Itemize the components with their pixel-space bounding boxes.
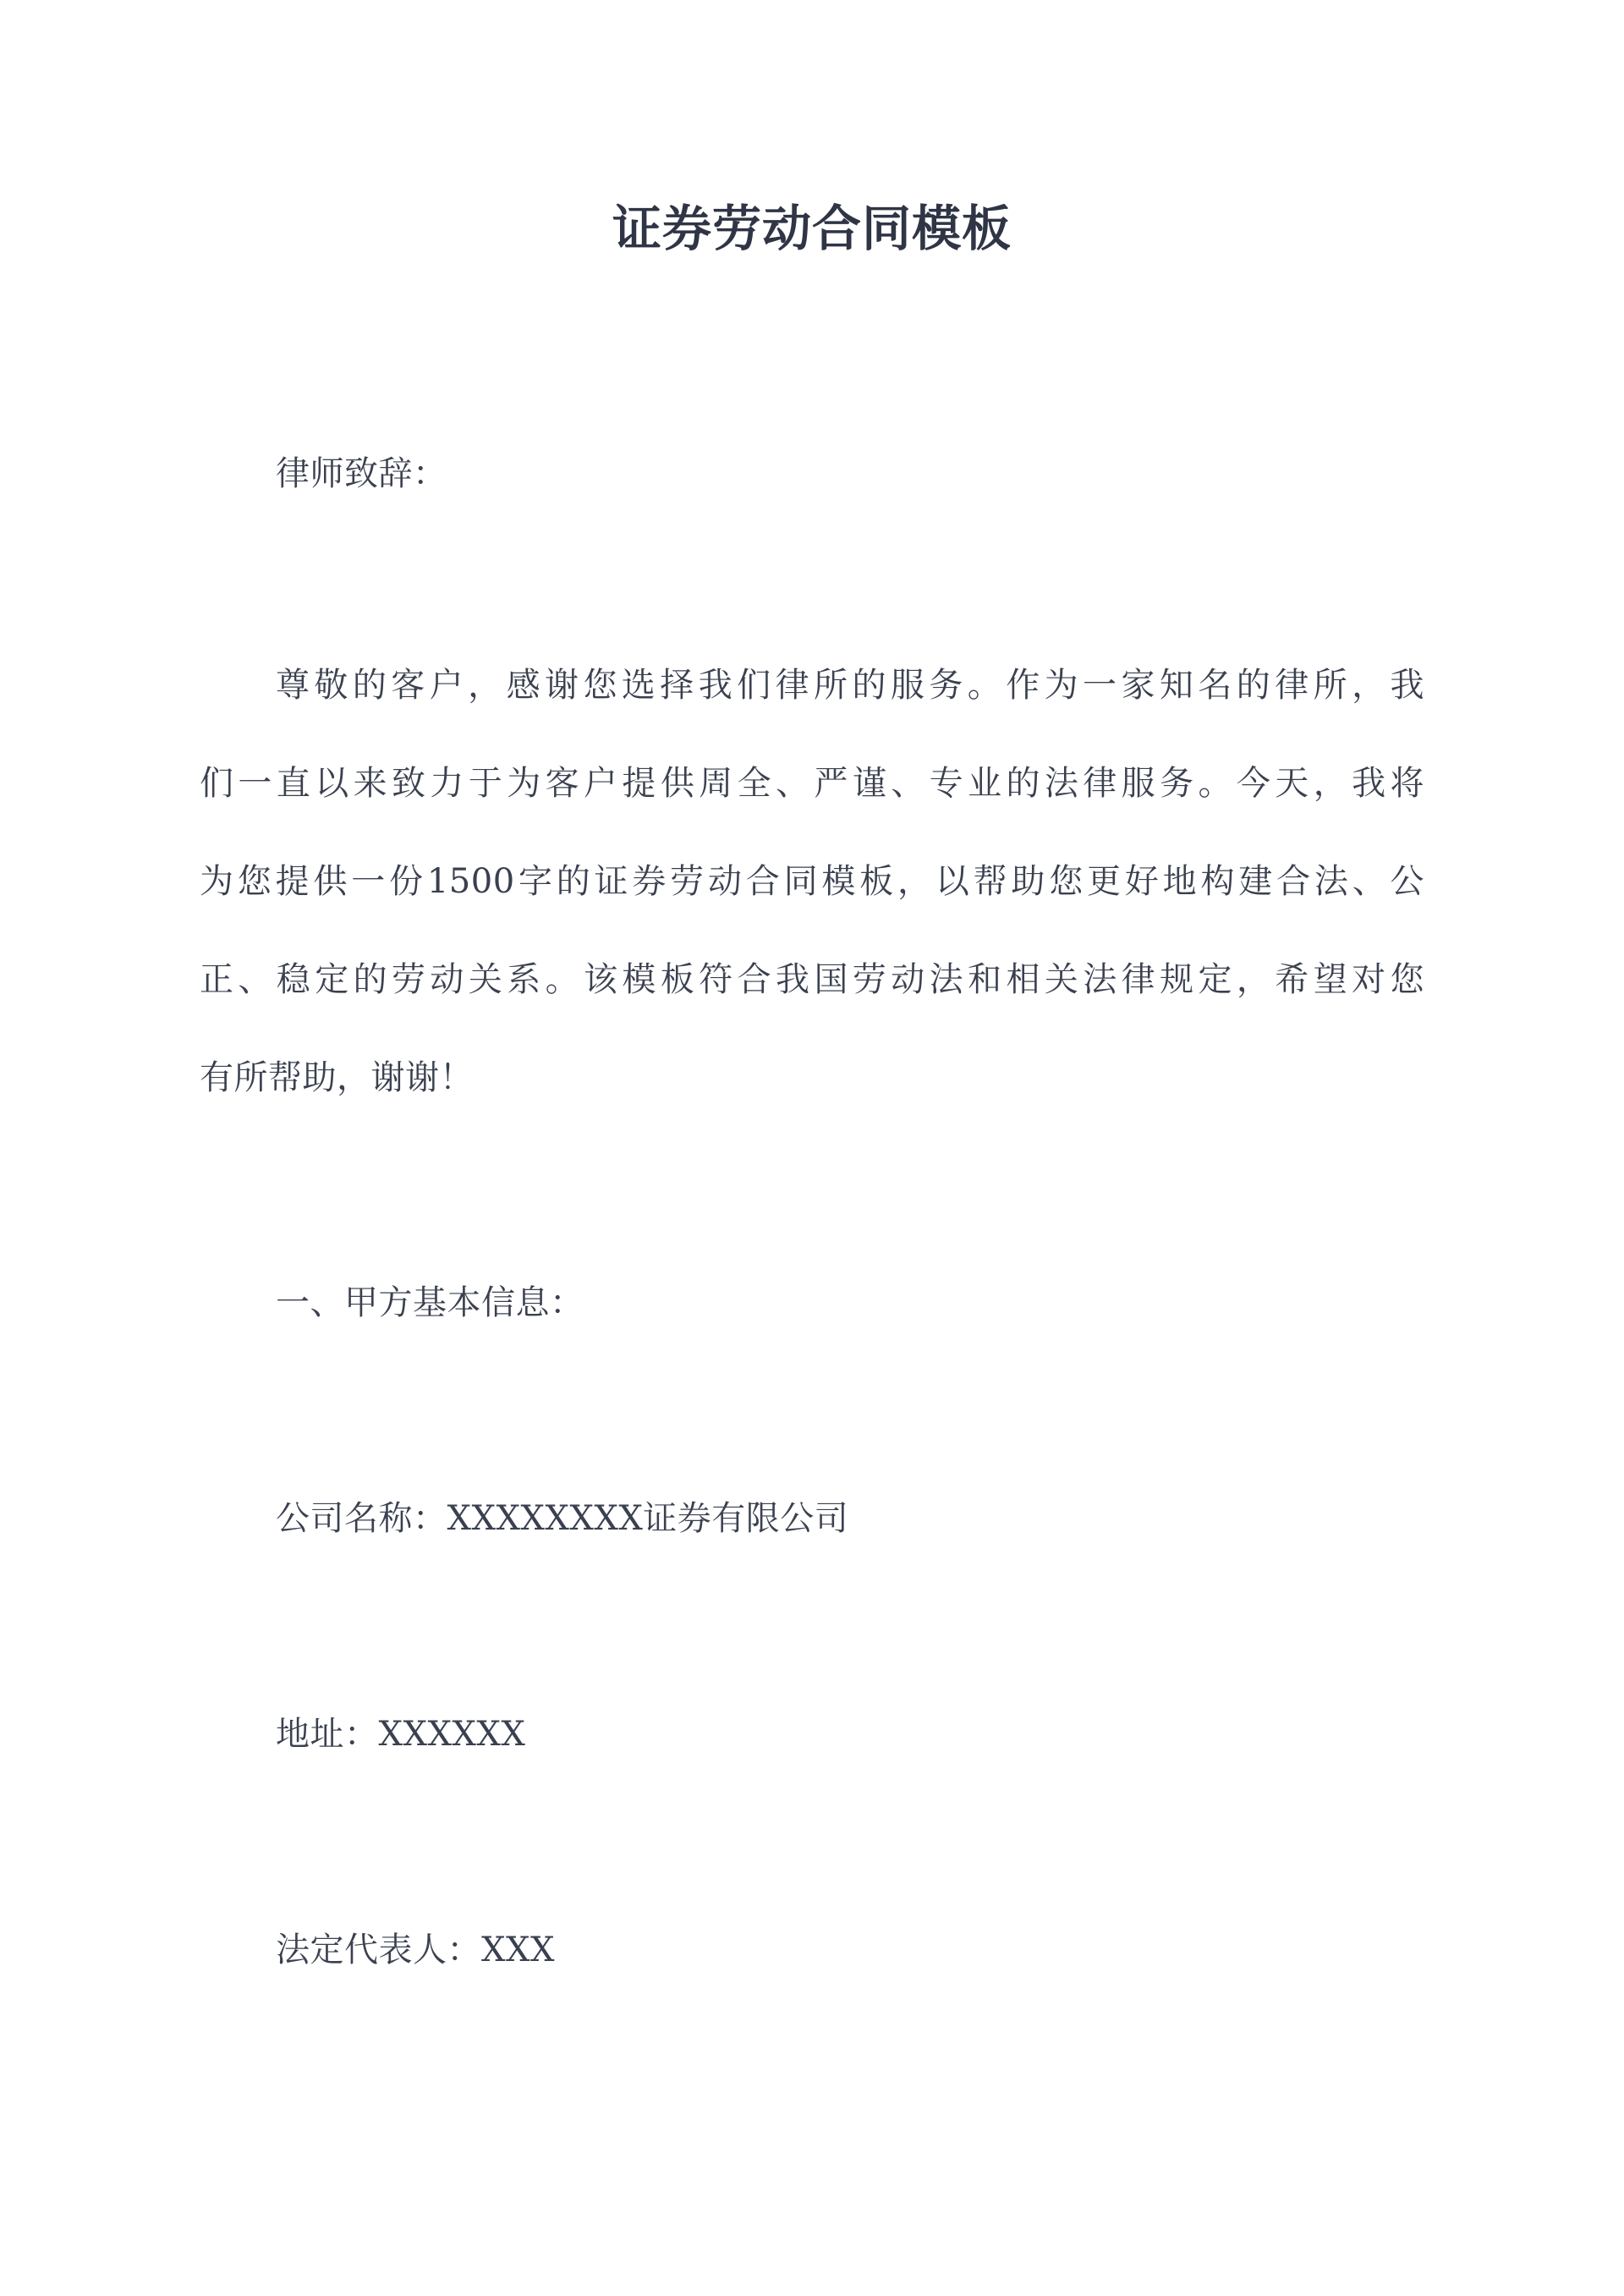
salutation: 律师致辞： <box>276 454 447 493</box>
intro-line: 正、稳定的劳动关系。该模板符合我国劳动法和相关法律规定，希望对您 <box>200 960 1424 999</box>
address-line: 地址：XXXXXX <box>276 1715 526 1754</box>
intro-line: 有所帮助，谢谢！ <box>200 1058 474 1097</box>
intro-line: 为您提供一份1500字的证券劳动合同模板，以帮助您更好地构建合法、公 <box>200 862 1424 901</box>
intro-line: 们一直以来致力于为客户提供周全、严谨、专业的法律服务。今天，我将 <box>200 764 1424 803</box>
intro-line: 尊敬的客户，感谢您选择我们律所的服务。作为一家知名的律所，我 <box>276 666 1424 705</box>
intro-paragraph <box>200 636 1424 1127</box>
section-heading: 一、甲方基本信息： <box>276 1283 584 1322</box>
document-title: 证券劳动合同模板 <box>612 200 1012 257</box>
company-name-line: 公司名称：XXXXXXXX证券有限公司 <box>276 1499 849 1538</box>
legal-representative-line: 法定代表人：XXX <box>276 1931 555 1969</box>
